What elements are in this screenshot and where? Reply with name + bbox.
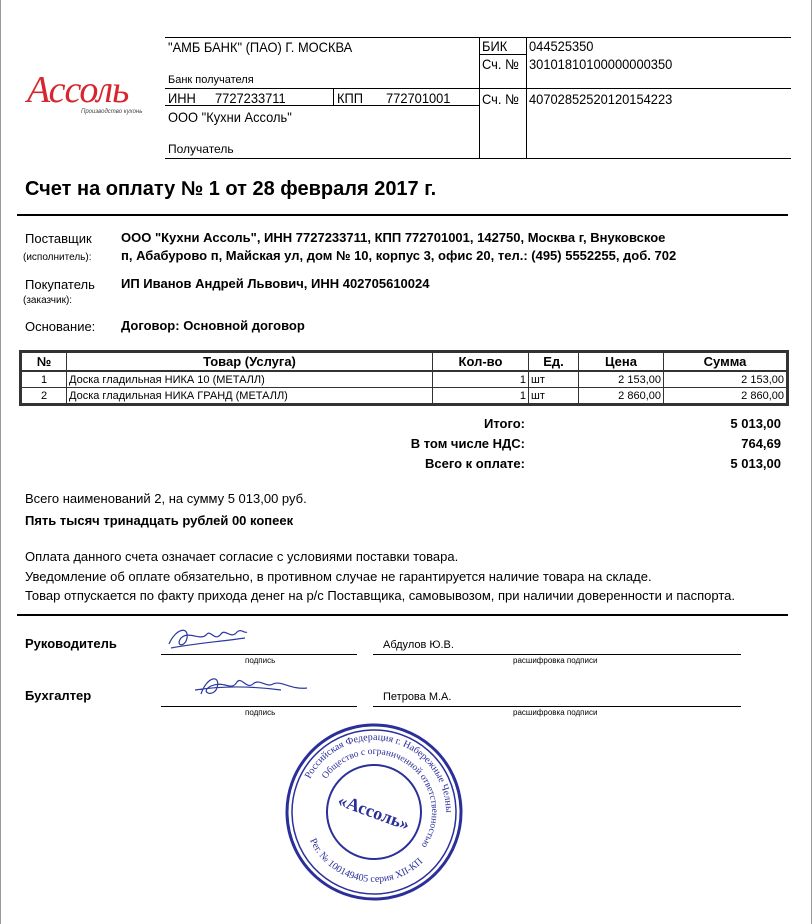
stamp-middle-text: Общество с ограниченной ответственностью (320, 746, 440, 850)
stamp-outer-text: Российская Федерация г. Набережные Челны (302, 731, 455, 813)
cell-product: Доска гладильная НИКА ГРАНД (МЕТАЛЛ) (67, 388, 433, 405)
bik-label: БИК (482, 38, 508, 54)
col-header-unit: Ед. (529, 352, 579, 372)
cell-sum: 2 153,00 (664, 371, 788, 388)
head-name: Абдулов Ю.В. (383, 639, 454, 651)
bank-name: "АМБ БАНК" (ПАО) Г. МОСКВА (168, 39, 353, 55)
supplier-line-1: ООО "Кухни Ассоль", ИНН 7727233711, КПП 772701001, 142750, Москва г, Внуковское (121, 230, 666, 245)
cell-price: 2 860,00 (579, 388, 664, 405)
stamp-bottom-text: Рег. № 100149405 серия XII-КП (307, 836, 426, 886)
account-label: Сч. № (482, 91, 519, 107)
table-header-row (21, 352, 788, 372)
buyer-value: ИП Иванов Андрей Львович, ИНН 402705610024 (121, 276, 430, 291)
col-header-price: Цена (579, 352, 664, 372)
basis-label: Основание: (25, 319, 96, 334)
table-row (21, 388, 788, 405)
logo-text: Ассоль (27, 69, 129, 111)
decode-caption: расшифровка подписи (513, 708, 598, 717)
note-line: Товар отпускается по факту прихода денег на р/с Поставщика, самовывозом, при наличии доверенности и паспорта. (25, 588, 735, 603)
col-header-qty: Кол-во (433, 352, 529, 372)
cell-number: 1 (21, 371, 67, 388)
inn-label: ИНН (168, 90, 196, 106)
amount-in-words: Пять тысяч тринадцать рублей 00 копеек (25, 513, 294, 528)
kpp-label: КПП (337, 90, 364, 106)
supplier-line-2: п, Абабурово п, Майская ул, дом № 10, корпус 3, офис 20, тел.: (495) 5552255, доб. 702 (121, 248, 677, 263)
recipient-label: Получатель (168, 142, 234, 156)
recipient-name: ООО "Кухни Ассоль" (168, 109, 292, 125)
account-value: 40702852520120154223 (529, 91, 673, 107)
corr-account-value: 30101810100000000350 (529, 56, 673, 72)
buyer-label: Покупатель (25, 277, 95, 292)
sign-caption: подпись (245, 656, 276, 665)
cell-unit: шт (529, 388, 579, 405)
supplier-label: Поставщик (25, 231, 92, 246)
cell-product: Доска гладильная НИКА 10 (МЕТАЛЛ) (67, 371, 433, 388)
supplier-sublabel: (исполнитель): (23, 252, 92, 263)
cell-price: 2 153,00 (579, 371, 664, 388)
cell-qty: 1 (433, 371, 529, 388)
cell-qty: 1 (433, 388, 529, 405)
company-stamp (284, 722, 464, 902)
cell-number: 2 (21, 388, 67, 405)
items-table (19, 350, 789, 406)
cell-unit: шт (529, 371, 579, 388)
vat-label: В том числе НДС: (410, 436, 525, 451)
accountant-signature-icon (181, 668, 321, 708)
inn-value: 7727233711 (215, 90, 286, 106)
basis-value: Договор: Основной договор (121, 318, 305, 333)
stamp-center-text: «Ассоль» (335, 789, 413, 835)
head-label: Руководитель (25, 636, 117, 651)
head-signature-icon (161, 620, 251, 660)
cell-sum: 2 860,00 (664, 388, 788, 405)
vat-value: 764,69 (741, 436, 781, 451)
table-row (21, 371, 788, 388)
buyer-sublabel: (заказчик): (23, 295, 73, 306)
divider (17, 614, 788, 616)
bank-label: Банк получателя (168, 74, 254, 86)
invoice-title: Счет на оплату № 1 от 28 февраля 2017 г. (25, 178, 437, 200)
note-line: Уведомление об оплате обязательно, в противном случае не гарантируется наличие товара на складе. (25, 569, 652, 584)
accountant-name: Петрова М.А. (383, 691, 452, 703)
sign-caption: подпись (245, 708, 276, 717)
total-label: Итого: (484, 416, 525, 431)
accountant-label: Бухгалтер (25, 688, 92, 703)
kpp-value: 772701001 (386, 90, 451, 106)
corr-account-label: Сч. № (482, 56, 519, 72)
note-line: Оплата данного счета означает согласие с условиями поставки товара. (25, 549, 459, 564)
due-label: Всего к оплате: (425, 456, 525, 471)
col-header-product: Товар (Услуга) (67, 352, 433, 372)
col-header-number: № (21, 352, 67, 372)
logo-tagline: Производство кухонь (81, 109, 143, 115)
col-header-sum: Сумма (664, 352, 788, 372)
decode-caption: расшифровка подписи (513, 656, 598, 665)
items-count-line: Всего наименований 2, на сумму 5 013,00 руб. (25, 491, 307, 506)
due-value: 5 013,00 (730, 456, 781, 471)
bik-value: 044525350 (529, 38, 594, 54)
total-value: 5 013,00 (730, 416, 781, 431)
divider (17, 214, 788, 216)
